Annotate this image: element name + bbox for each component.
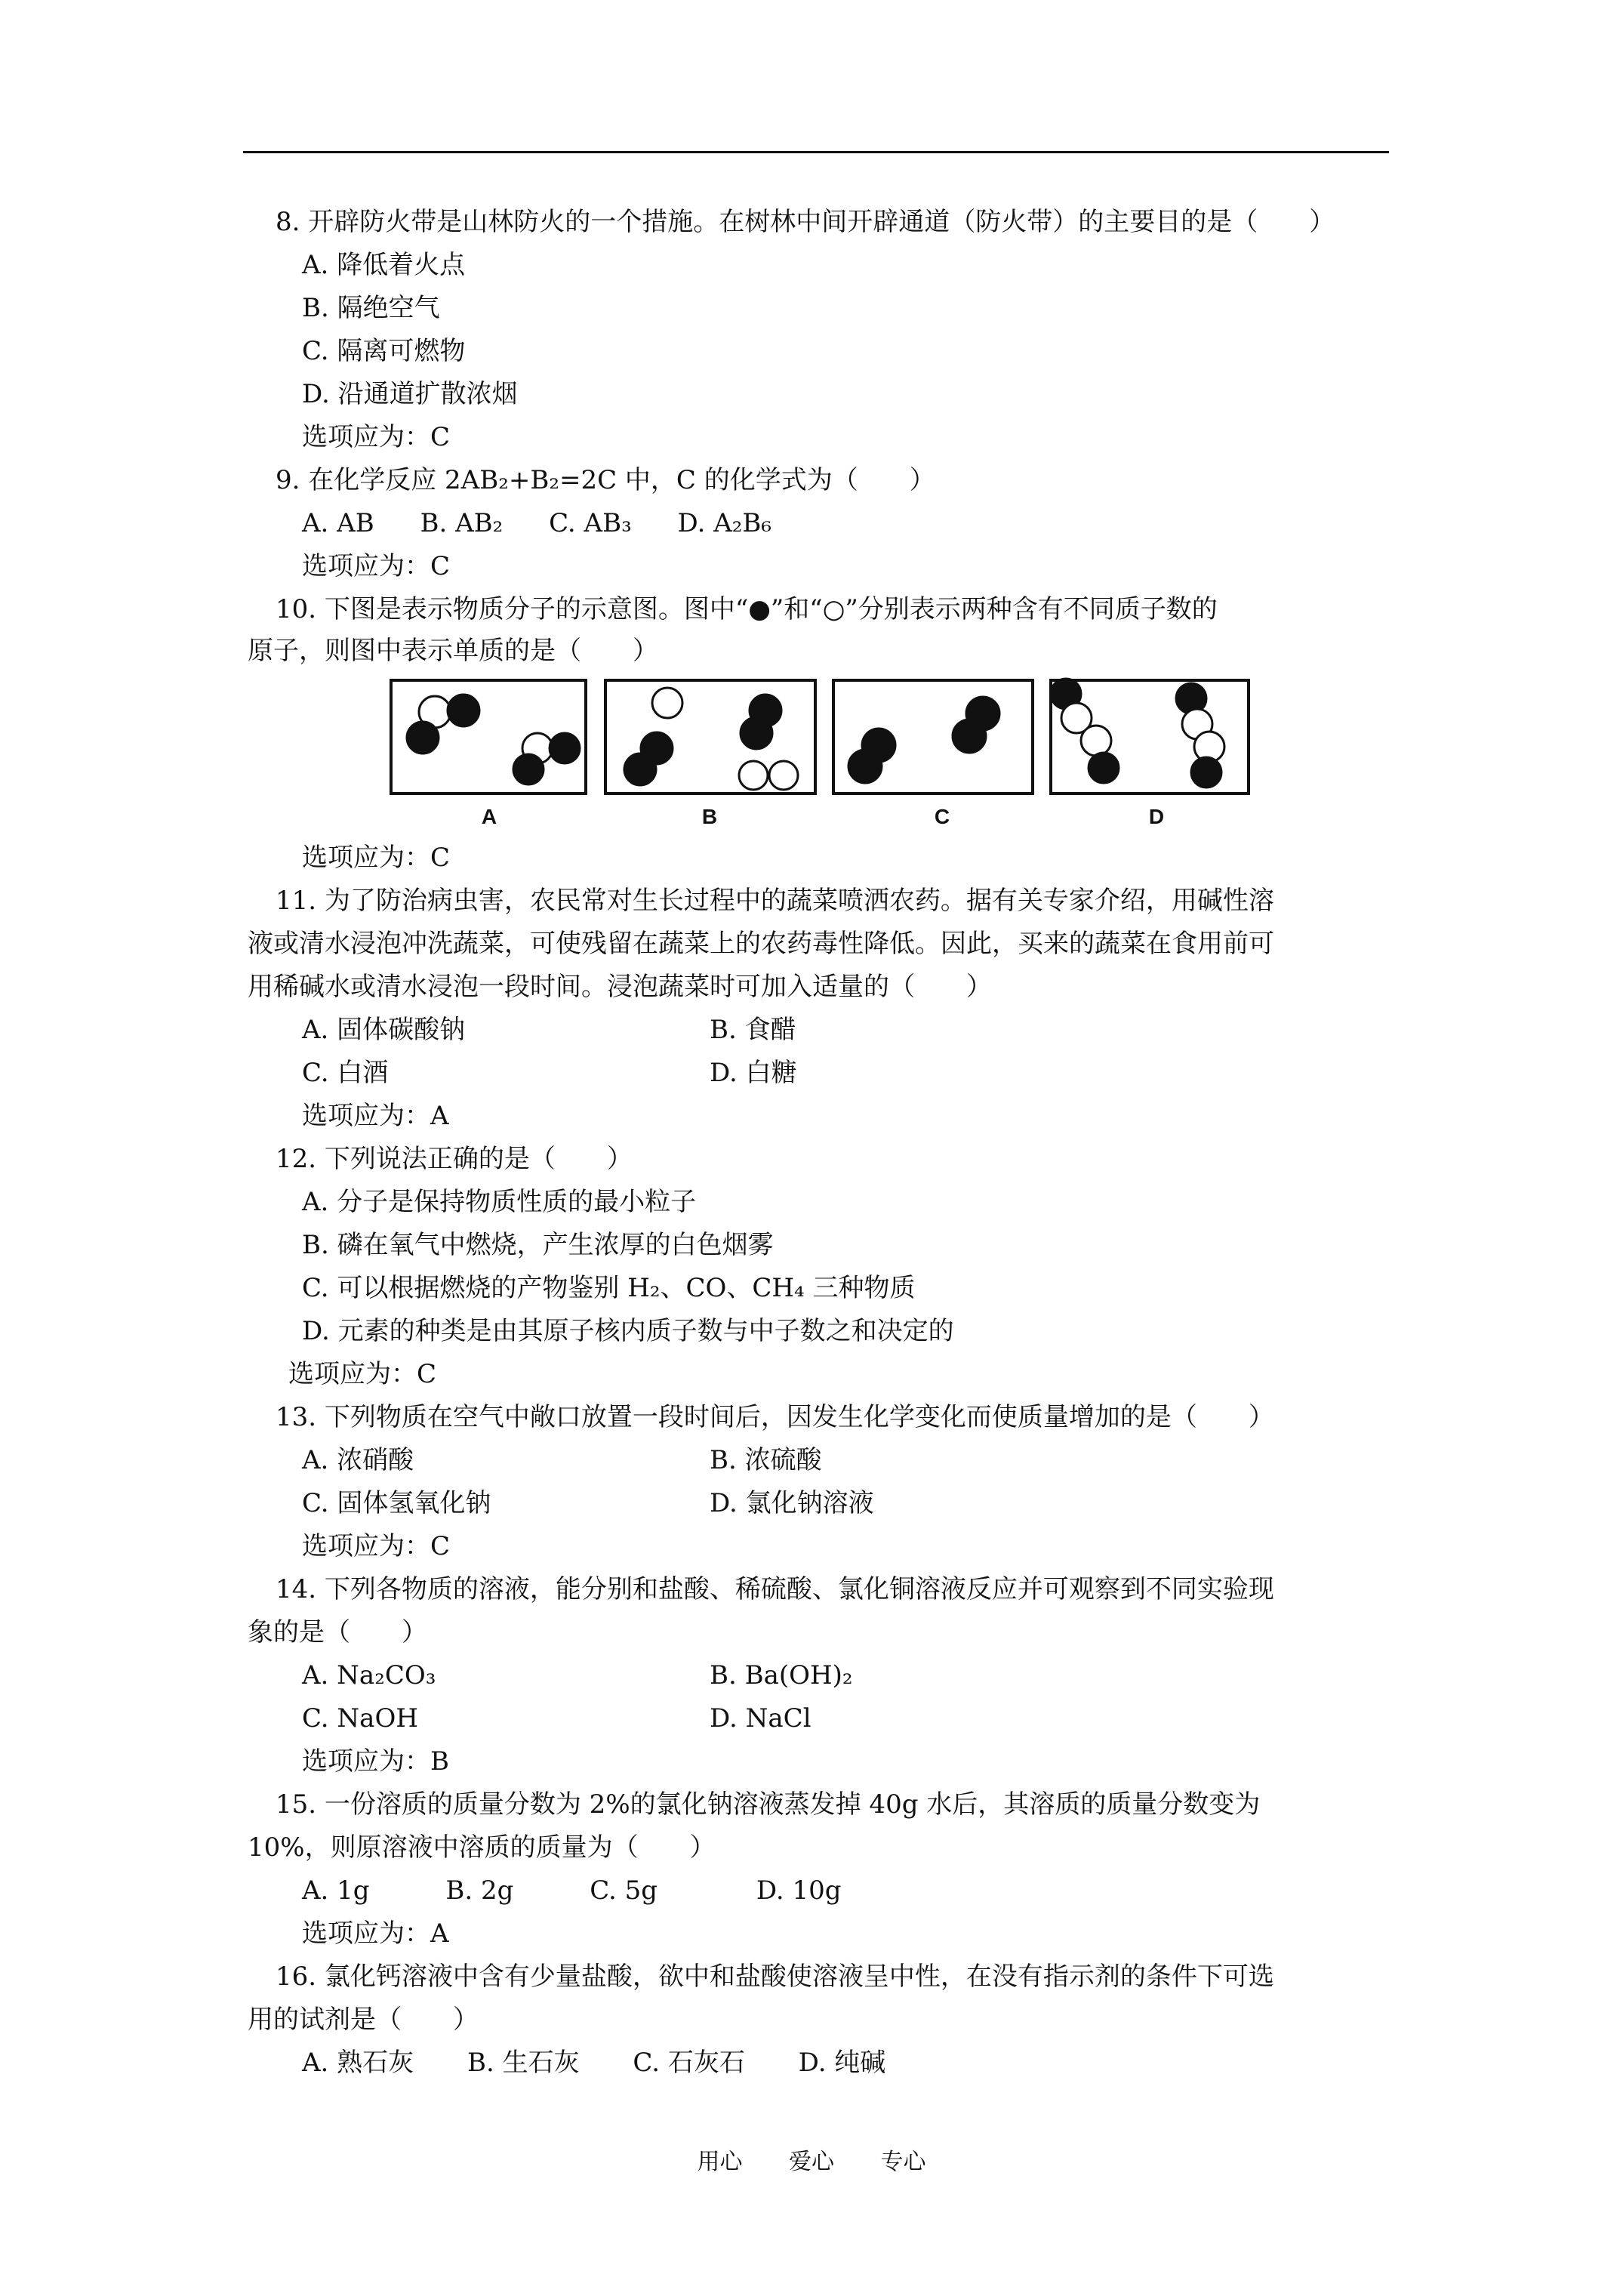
q11-option-a: A. 固体碳酸钠 [302, 1015, 466, 1045]
q11-stem-line1: 11. 为了防治病虫害，农民常对生长过程中的蔬菜喷洒农药。据有关专家介绍，用碱性溶 [276, 886, 1274, 916]
q12-option-d: D. 元素的种类是由其原子核内质子数与中子数之和决定的 [302, 1316, 954, 1346]
figure-label-d: D [1148, 805, 1165, 828]
q9-options [302, 507, 981, 540]
q9-option-d: D. A₂B₆ [677, 508, 771, 538]
q15-stem-line1: 15. 一份溶质的质量分数为 2%的氯化钠溶液蒸发掉 40g 水后，其溶质的质量分数变为 [276, 1789, 1261, 1820]
q15-option-a: A. 1g [302, 1875, 370, 1906]
q9-stem: 9. 在化学反应 2AB₂+B₂=2C 中，C 的化学式为（ ） [276, 465, 935, 495]
q11-stem-line3: 用稀碱水或清水浸泡一段时间。浸泡蔬菜时可加入适量的（ ） [248, 972, 992, 1002]
q13-option-d: D. 氯化钠溶液 [710, 1488, 874, 1518]
q14-stem-line1: 14. 下列各物质的溶液，能分别和盐酸、稀硫酸、氯化铜溶液反应并可观察到不同实验现 [276, 1574, 1274, 1604]
q14-option-d: D. NaCl [710, 1703, 812, 1734]
q9-option-b: B. AB₂ [420, 508, 504, 538]
q16-option-d: D. 纯碱 [798, 2048, 886, 2078]
q11-answer: 选项应为：A [302, 1101, 449, 1131]
q16-options [302, 2046, 1132, 2079]
figure-label-b: B [701, 805, 718, 828]
footer-text-3: 专心 [880, 2149, 926, 2175]
q8-option-b: B. 隔绝空气 [302, 293, 440, 323]
q16-stem-line1: 16. 氯化钙溶液中含有少量盐酸，欲中和盐酸使溶液呈中性，在没有指示剂的条件下可选 [276, 1962, 1274, 1992]
q16-stem-line2: 用的试剂是（ ） [248, 2005, 479, 2035]
q16-option-c: C. 石灰石 [633, 2048, 745, 2078]
q11-stem-line2: 液或清水浸泡冲洗蔬菜，可使残留在蔬菜上的农药毒性降低。因此，买来的蔬菜在食用前可 [248, 929, 1274, 959]
q11-option-c: C. 白酒 [302, 1058, 389, 1088]
q15-options [302, 1874, 1132, 1907]
q13-option-c: C. 固体氢氧化钠 [302, 1488, 491, 1518]
q14-answer: 选项应为：B [302, 1746, 449, 1777]
q16-option-a: A. 熟石灰 [302, 2048, 414, 2078]
q15-stem-line2: 10%，则原溶液中溶质的质量为（ ） [248, 1832, 716, 1863]
q12-answer: 选项应为：C [288, 1359, 437, 1389]
molecule-diagram [387, 676, 1253, 834]
q8-option-d: D. 沿通道扩散浓烟 [302, 379, 518, 409]
footer-text-1: 用心 [697, 2149, 743, 2175]
q14-stem-line2: 象的是（ ） [248, 1617, 427, 1647]
q15-option-c: C. 5g [590, 1875, 658, 1906]
q15-answer: 选项应为：A [302, 1918, 449, 1949]
q13-option-b: B. 浓硫酸 [710, 1445, 822, 1475]
q13-option-a: A. 浓硝酸 [302, 1445, 414, 1475]
q10-stem-line1: 10. 下图是表示物质分子的示意图。图中“●”和“○”分别表示两种含有不同质子数的 [276, 594, 1218, 624]
q8-option-c: C. 隔离可燃物 [302, 336, 466, 366]
q14-option-b: B. Ba(OH)₂ [710, 1660, 853, 1690]
figure-label-c: C [934, 805, 950, 828]
q8-option-a: A. 降低着火点 [302, 250, 466, 280]
q10-stem-line2: 原子，则图中表示单质的是（ ） [248, 636, 658, 666]
q16-option-b: B. 生石灰 [467, 2048, 580, 2078]
q8-stem: 8. 开辟防火带是山林防火的一个措施。在树林中间开辟通道（防火带）的主要目的是（ ） [276, 207, 1335, 237]
q8-answer: 选项应为：C [302, 422, 451, 452]
q12-stem: 12. 下列说法正确的是（ ） [276, 1144, 633, 1174]
q12-option-a: A. 分子是保持物质性质的最小粒子 [302, 1187, 697, 1217]
q15-option-d: D. 10g [756, 1875, 842, 1906]
q9-option-c: C. AB₃ [549, 508, 632, 538]
q13-answer: 选项应为：C [302, 1531, 451, 1561]
q14-option-c: C. NaOH [302, 1703, 418, 1734]
q12-option-b: B. 磷在氧气中燃烧，产生浓厚的白色烟雾 [302, 1230, 774, 1260]
q12-option-c: C. 可以根据燃烧的产物鉴别 H₂、CO、CH₄ 三种物质 [302, 1273, 916, 1303]
q9-answer: 选项应为：C [302, 551, 451, 581]
footer-text-2: 爱心 [789, 2149, 834, 2175]
page-footer [0, 2143, 1623, 2176]
q9-option-a: A. AB [302, 508, 374, 538]
q15-option-b: B. 2g [445, 1875, 514, 1906]
q11-option-b: B. 食醋 [710, 1015, 796, 1045]
figure-label-a: A [481, 805, 497, 828]
q10-answer: 选项应为：C [302, 843, 451, 873]
header-rule [243, 151, 1389, 153]
q13-stem: 13. 下列物质在空气中敞口放置一段时间后，因发生化学变化而使质量增加的是（ ） [276, 1402, 1274, 1432]
q14-option-a: A. Na₂CO₃ [302, 1660, 436, 1690]
q11-option-d: D. 白糖 [710, 1058, 797, 1088]
